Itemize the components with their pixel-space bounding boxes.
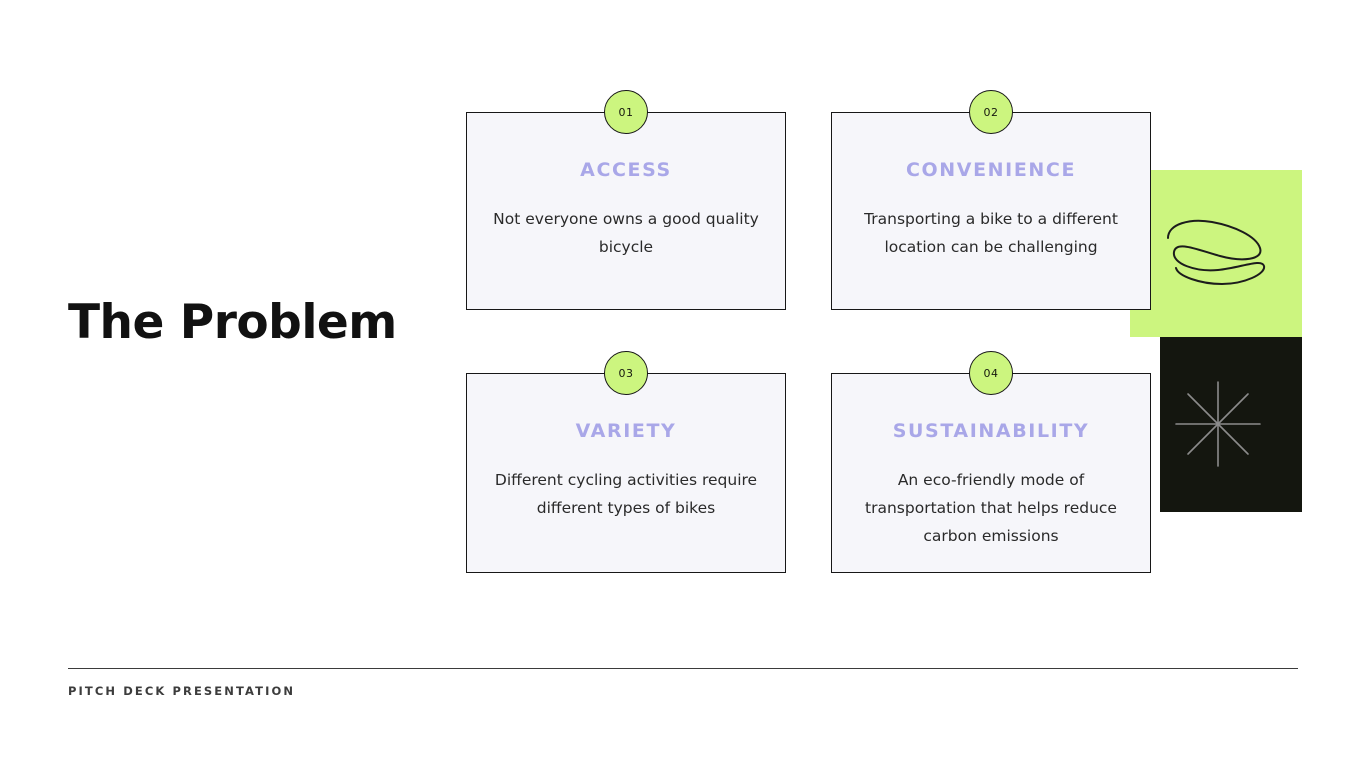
card-title: VARIETY — [575, 420, 677, 442]
card-title: CONVENIENCE — [905, 159, 1077, 181]
footer-label: PITCH DECK PRESENTATION — [68, 684, 296, 698]
card-body: Transporting a bike to a different location can be challenging — [864, 210, 1118, 256]
card-number-badge: 01 — [604, 90, 648, 134]
card-title: SUSTAINABILITY — [892, 420, 1090, 442]
card-body: Not everyone owns a good quality bicycle — [493, 210, 759, 256]
problem-card-access[interactable] — [466, 105, 786, 310]
problem-card-convenience[interactable] — [831, 105, 1151, 310]
card-body: An eco-friendly mode of transportation that helps reduce carbon emissions — [865, 471, 1117, 545]
card-row-bottom — [466, 366, 1154, 573]
problem-card-sustainability[interactable] — [831, 366, 1151, 573]
problem-cards-grid — [466, 105, 1154, 573]
card-number-badge: 03 — [604, 351, 648, 395]
problem-card-variety[interactable] — [466, 366, 786, 573]
spiral-scribble-icon — [1160, 200, 1280, 310]
card-row-top — [466, 105, 1154, 310]
card-title: ACCESS — [580, 159, 672, 181]
card-number-badge: 02 — [969, 90, 1013, 134]
footer-divider — [68, 668, 1298, 669]
asterisk-icon — [1172, 378, 1264, 470]
card-number-badge: 04 — [969, 351, 1013, 395]
page-title: The Problem — [68, 295, 397, 350]
card-body: Different cycling activities require different types of bikes — [494, 471, 758, 517]
